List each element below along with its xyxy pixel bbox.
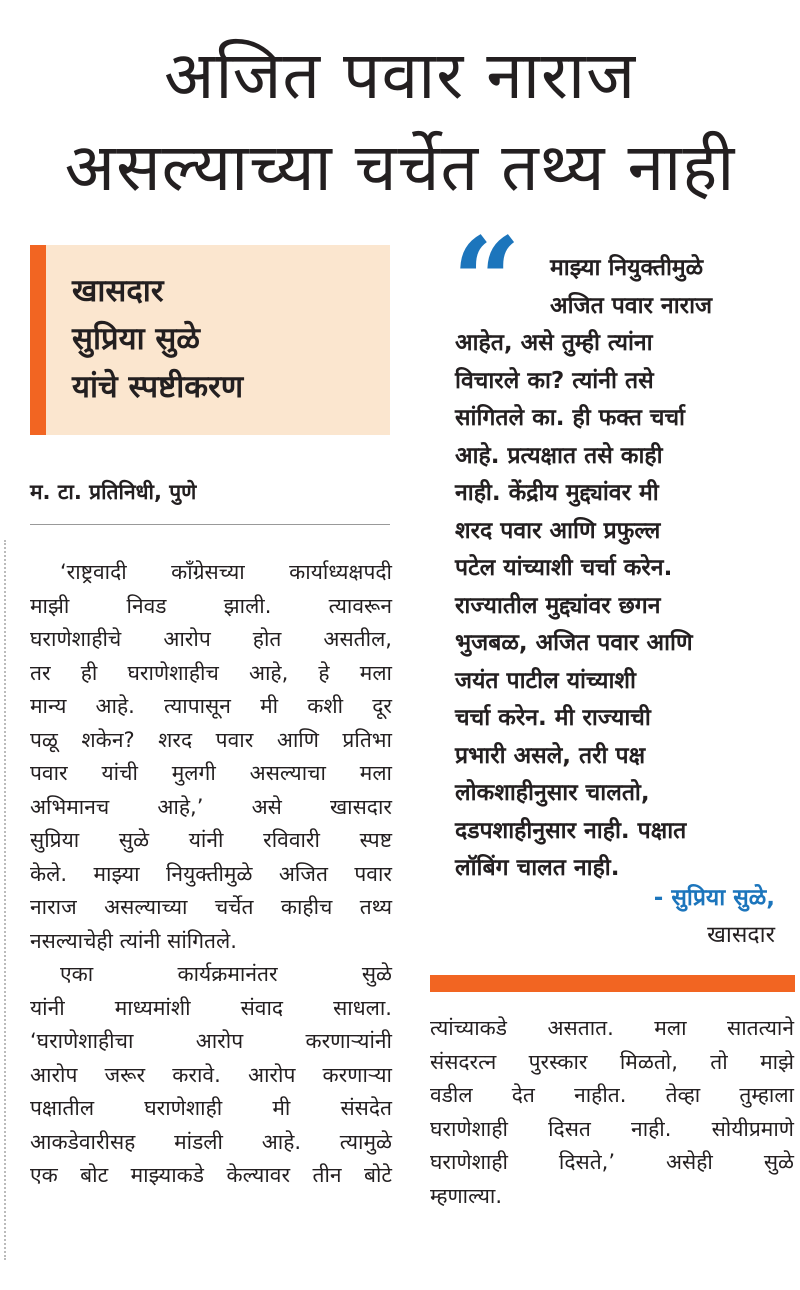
text-line: शरद पवार आणि प्रफुल्ल — [455, 517, 661, 544]
text-line: लोकशाहीनुसार चालतो, — [455, 780, 650, 806]
text-line: सुप्रिया सुळे यांनी रविवारी स्पष्ट — [30, 828, 392, 852]
headline-line: अजित पवार नाराज — [163, 37, 637, 114]
text-line: माझी निवड झाली. त्यावरून — [30, 593, 392, 618]
text-line: संसदरत्न पुरस्कार मिळतो, तो माझे — [430, 1049, 794, 1074]
text-line: राज्यातील मुद्द्यांवर छगन — [455, 592, 661, 619]
text-line: सांगितले का. ही फक्त चर्चा — [455, 405, 686, 431]
text-line: त्यांच्याकडे असतात. मला सातत्याने — [430, 1016, 794, 1040]
pull-quote — [455, 250, 795, 888]
text-line: एक बोट माझ्याकडे केल्यावर तीन बोटे — [30, 1163, 392, 1187]
accent-bar — [30, 245, 46, 435]
text-line: आरोप जरूर करावे. आरोप करणाऱ्या — [30, 1062, 392, 1087]
text-line: आकडेवारीसह मांडली आहे. त्यामुळे — [30, 1129, 392, 1154]
text-line: केले. माझ्या नियुक्तीमुळे अजित पवार — [30, 861, 392, 886]
body-right-column — [430, 1012, 794, 1213]
section-divider-bar — [430, 975, 795, 992]
text-line: लॉबिंग चालत नाही. — [455, 855, 620, 881]
text-line: पळू शकेन? शरद पवार आणि प्रतिभा — [30, 727, 392, 752]
subheading-box — [30, 245, 390, 435]
subheading-line: यांचे स्पष्टीकरण — [72, 369, 244, 405]
text-line: आहे. प्रत्यक्षात तसे काही — [455, 442, 663, 469]
text-line: यांनी माध्यमांशी संवाद साधला. — [30, 995, 392, 1020]
headline — [0, 30, 800, 214]
text-line: ‘घराणेशाहीचा आरोप करणाऱ्यांनी — [30, 1029, 392, 1053]
text-line: पक्षातील घराणेशाही मी संसदेत — [30, 1096, 392, 1120]
text-line: प्रभारी असले, तरी पक्ष — [455, 742, 646, 769]
column-border — [4, 540, 6, 1260]
text-line: जयंत पाटील यांच्याशी — [455, 667, 636, 694]
headline-line: असल्याच्या चर्चेत तथ्य नाही — [64, 129, 736, 206]
quote-mark-icon: “ — [452, 211, 522, 352]
text-line: चर्चा करेन. मी राज्याची — [455, 705, 651, 731]
text-line: भुजबळ, अजित पवार आणि — [455, 630, 693, 656]
text-line: म्हणाल्या. — [430, 1183, 503, 1208]
attribution-role: खासदार — [707, 922, 775, 948]
text-line: घराणेशाही दिसते,’ असेही सुळे — [430, 1150, 794, 1174]
text-line: अजित पवार नाराज — [550, 292, 713, 319]
text-line: वडील देत नाहीत. तेव्हा तुम्हाला — [430, 1083, 794, 1107]
attribution-name: - सुप्रिया सुळे, — [653, 885, 775, 911]
text-line: माझ्या नियुक्तीमुळे — [550, 255, 704, 281]
text-line: नसल्याचेही त्यांनी सांगितले. — [30, 928, 237, 953]
text-line: तर ही घराणेशाहीच आहे, हे मला — [30, 660, 392, 685]
text-line: आहेत, असे तुम्ही त्यांना — [455, 330, 653, 356]
byline: म. टा. प्रतिनिधी, पुणे — [30, 480, 197, 504]
subheading-line: सुप्रिया सुळे — [72, 321, 200, 357]
divider — [30, 524, 390, 525]
subheading-line: खासदार — [72, 273, 164, 309]
text-line: पवार यांची मुलगी असल्याचा मला — [30, 761, 392, 785]
text-line: एका कार्यक्रमानंतर सुळे — [60, 962, 392, 986]
text-line: नाराज असल्याच्या चर्चेत काहीच तथ्य — [30, 895, 392, 919]
body-left-column — [30, 556, 392, 1193]
text-line: ‘राष्ट्रवादी काँग्रेसच्या कार्याध्यक्षपदी — [60, 560, 392, 584]
text-line: नाही. केंद्रीय मुद्द्यांवर मी — [455, 480, 659, 506]
text-line: घराणेशाहीचे आरोप होत असतील, — [30, 627, 392, 651]
quote-attribution — [654, 880, 775, 954]
text-line: विचारले का? त्यांनी तसे — [455, 367, 654, 394]
text-line: अभिमानच आहे,’ असे खासदार — [30, 794, 392, 819]
text-line: दडपशाहीनुसार नाही. पक्षात — [455, 817, 687, 844]
text-line: घराणेशाही दिसत नाही. सोयीप्रमाणे — [430, 1116, 794, 1141]
text-line: मान्य आहे. त्यापासून मी कशी दूर — [30, 694, 392, 718]
text-line: पटेल यांच्याशी चर्चा करेन. — [455, 555, 673, 581]
